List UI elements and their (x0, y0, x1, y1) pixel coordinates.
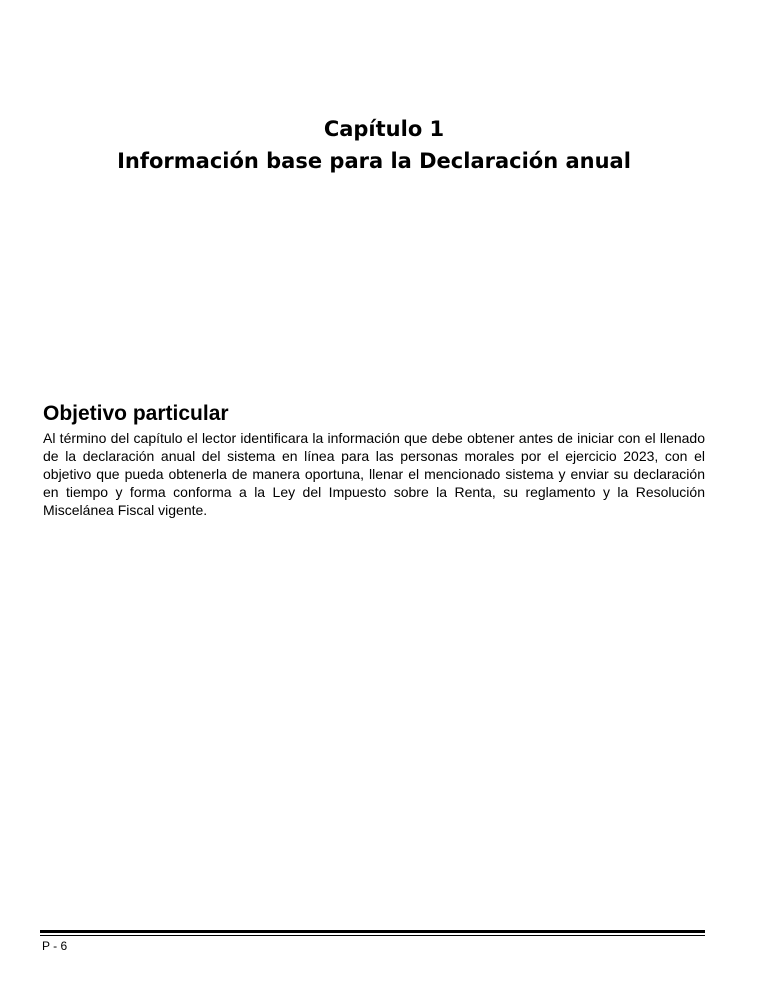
objective-body: Al término del capítulo el lector identificara la información que debe obtener antes de iniciar con el llenado de la declaración anual del sistema en línea para las personas morales por el ejercicio 2023, con el objetivo que pueda obtenerla de manera oportuna, llenar el mencionado sistema y enviar su declaración en tiempo y forma conforma a la Ley del Impuesto sobre la Renta, su reglamento y la Resolución Miscelánea Fiscal vigente. (43, 430, 705, 518)
chapter-title: Información base para la Declaración anual (117, 149, 631, 173)
objective-section (43, 402, 705, 519)
objective-heading: Objetivo particular (43, 402, 229, 425)
footer-rule-thick (40, 930, 705, 933)
page-number: P - 6 (42, 939, 68, 953)
chapter-label: Capítulo 1 (323, 117, 445, 141)
footer-rule-thin (40, 935, 705, 936)
chapter-heading (0, 113, 768, 177)
